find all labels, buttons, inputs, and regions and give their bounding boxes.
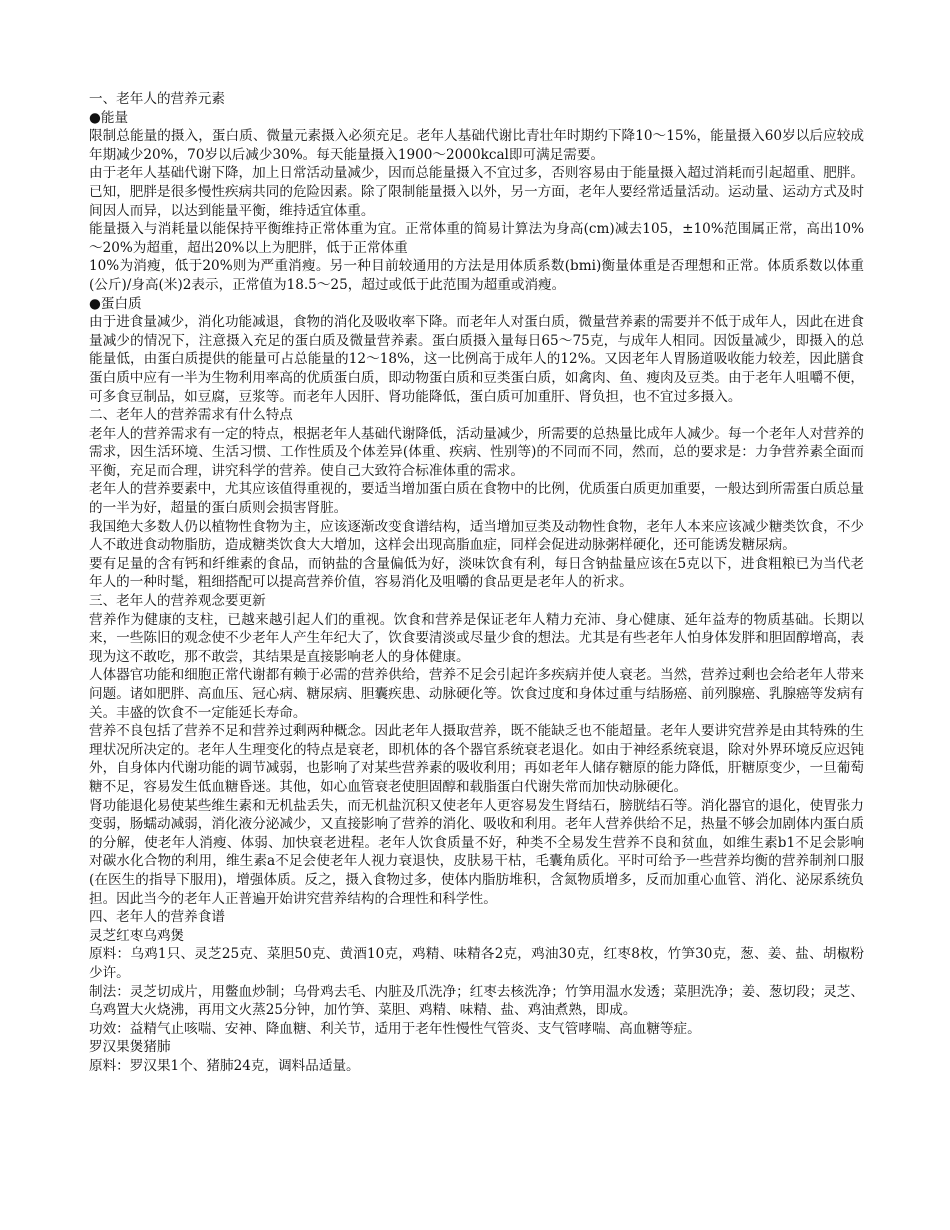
recipe-title: 罗汉果煲猪肺 (89, 1039, 171, 1056)
recipe-method: 制法：灵芝切成片，用鳖血炒制；乌骨鸡去毛、内脏及爪洗净；红枣去核洗净；竹笋用温水发透；菜胆洗净；姜、葱切段；灵芝、乌鸡置大火烧沸，再用文火蒸25分钟，加竹笋、菜胆、鸡精、味精、盐、鸡油煮熟，即成。 (89, 983, 864, 1019)
subsection-heading: ●蛋白质 (89, 295, 142, 312)
section-heading: 三、老年人的营养观念要更新 (89, 593, 266, 610)
recipe-effect: 功效：益精气止咳喘、安神、降血糖、利关节，适用于老年性慢性气管炎、支气管哮喘、高血糖等症。 (89, 1020, 701, 1037)
section-heading: 四、老年人的营养食谱 (89, 909, 225, 926)
paragraph: 由于进食量减少，消化功能减退，食物的消化及吸收率下降。而老年人对蛋白质，微量营养素的需要并不低于成年人，因此在进食量减少的情况下，注意摄入充足的蛋白质及微量营养素。蛋白质摄入量每日65～75克，与成年人相同。因饭量减少，即摄入的总能量低，由蛋白质提供的能量可占总能量的12～18%，这一比例高于成年人的12%。又因老年人胃肠道吸收能力较差，因此膳食蛋白质中应有一半为生物利用率高的优质蛋白质，即动物蛋白质和豆类蛋白质，如禽肉、鱼、瘦肉及豆类。由于老年人咀嚼不便，可多食豆制品，如豆腐，豆浆等。而老年人因肝、肾功能降低，蛋白质可加重肝、肾负担，也不宜过多摄入。 (89, 314, 864, 405)
paragraph: 能量摄入与消耗量以能保持平衡维持正常体重为宜。正常体重的简易计算法为身高(cm)减去105，±10%范围属正常，高出10%～20%为超重，超出20%以上为肥胖，低于正常体重 (89, 221, 864, 256)
paragraph: 限制总能量的摄入，蛋白质、微量元素摄入必须充足。老年人基础代谢比青壮年时期约下降10～15%，能量摄入60岁以后应较成年期减少20%，70岁以后减少30%。每天能量摄入1900～2000kcal即可满足需要。 (89, 128, 864, 163)
paragraph: 要有足量的含有钙和纤维素的食品，而钠盐的含量偏低为好，淡味饮食有利，每日含钠盐量应该在5克以下，进食粗粮已为当代老年人的一种时髦，粗细搭配可以提高营养价值，容易消化及咀嚼的食品更是老年人的祈求。 (89, 555, 864, 591)
paragraph: 人体器官功能和细胞正常代谢都有赖于必需的营养供给，营养不足会引起许多疾病并使人衰老。当然，营养过剩也会给老年人带来问题。诸如肥胖、高血压、冠心病、糖尿病、胆囊疾患、动脉硬化等。饮食过度和身体过重与结肠癌、前列腺癌、乳腺癌等发病有关。丰盛的饮食不一定能延长寿命。 (89, 667, 864, 721)
recipe-title: 灵芝红枣乌鸡煲 (89, 927, 185, 944)
subsection-heading: ●能量 (89, 109, 129, 126)
paragraph: 营养不良包括了营养不足和营养过剩两种概念。因此老年人摄取营养，既不能缺乏也不能超量。老年人要讲究营养是由其特殊的生理状况所决定的。老年人生理变化的特点是衰老，即机体的各个器官系统衰老退化。如由于神经系统衰退，除对外界环境反应迟钝外，自身体内代谢功能的调节减弱，也影响了对某些营养素的吸收利用；再如老年人储存糖原的能力降低，肝糖原变少，一旦葡萄糖不足，容易发生低血糖昏迷。其他，如心血管衰老使胆固醇和载脂蛋白代谢失常而加快动脉硬化。 (89, 723, 864, 795)
paragraph: 我国绝大多数人仍以植物性食物为主，应该逐渐改变食谱结构，适当增加豆类及动物性食物，老年人本来应该减少糖类饮食，不少人不敢进食动物脂肪，造成糖类饮食大大增加，这样会出现高脂血症，同样会促进动脉粥样硬化，还可能诱发糖尿病。 (89, 518, 864, 554)
paragraph: 老年人的营养需求有一定的特点，根据老年人基础代谢降低，活动量减少，所需要的总热量比成年人减少。每一个老年人对营养的需求，因生活环境、生活习惯、工作性质及个体差异(体重、疾病、性别等)的不同而不同，然而，总的要求是：力争营养素全面而平衡，充足而合理，讲究科学的营养。使自己大致符合标准体重的需求。 (89, 425, 864, 479)
paragraph: 10%为消瘦，低于20%则为严重消瘦。另一种目前较通用的方法是用体质系数(bmi)衡量体重是否理想和正常。体质系数以体重(公斤)/身高(米)2表示，正常值为18.5～25，超过或低于此范围为超重或消瘦。 (89, 258, 864, 293)
section-heading: 一、老年人的营养元素 (89, 91, 225, 107)
recipe-ingredients: 原料：乌鸡1只、灵芝25克、菜胆50克、黄酒10克，鸡精、味精各2克，鸡油30克，红枣8枚，竹笋30克，葱、姜、盐、胡椒粉少许。 (89, 946, 864, 981)
recipe-ingredients: 原料：罗汉果1个、猪肺24克，调料品适量。 (89, 1057, 360, 1074)
paragraph: 肾功能退化易使某些维生素和无机盐丢失，而无机盐沉积又使老年人更容易发生肾结石，膀胱结石等。消化器官的退化，使胃张力变弱，肠蠕动减弱，消化液分泌减少，又直接影响了营养的消化、吸收和利用。老年人营养供给不足，热量不够会加剧体内蛋白质的分解，使老年人消瘦、体弱、加快衰老进程。老年人饮食质量不好，种类不全易发生营养不良和贫血，如维生素b1不足会影响对碳水化合物的利用，维生素a不足会使老年人视力衰退快，皮肤易干枯，毛囊角质化。平时可给予一些营养均衡的营养制剂口服(在医生的指导下服用)，增强体质。反之，摄入食物过多，使体内脂肪堆积，含氮物质增多，反而加重心血管、消化、泌尿系统负担。因此当今的老年人正普遍开始讲究营养结构的合理性和科学性。 (89, 797, 864, 907)
paragraph: 老年人的营养要素中，尤其应该值得重视的，要适当增加蛋白质在食物中的比例，优质蛋白质更加重要，一般达到所需蛋白质总量的一半为好，超量的蛋白质则会损害肾脏。 (89, 481, 864, 517)
paragraph: 由于老年人基础代谢下降，加上日常活动量减少，因而总能量摄入不宜过多，否则容易由于能量摄入超过消耗而引起超重、肥胖。已知，肥胖是很多慢性疾病共同的危险因素。除了限制能量摄入以外，另一方面，老年人要经常适量活动。运动量、运动方式及时间因人而异，以达到能量平衡，维持适宜体重。 (89, 165, 864, 219)
section-heading: 二、老年人的营养需求有什么特点 (89, 407, 293, 424)
document-body (89, 90, 864, 1075)
paragraph: 营养作为健康的支柱，已越来越引起人们的重视。饮食和营养是保证老年人精力充沛、身心健康、延年益寿的物质基础。长期以来，一些陈旧的观念使不少老年人产生年纪大了，饮食要清淡或尽量少食的想法。尤其是有些老年人怕身体发胖和胆固醇增高，表现为这不敢吃，那不敢尝，其结果是直接影响老人的身体健康。 (89, 611, 864, 665)
